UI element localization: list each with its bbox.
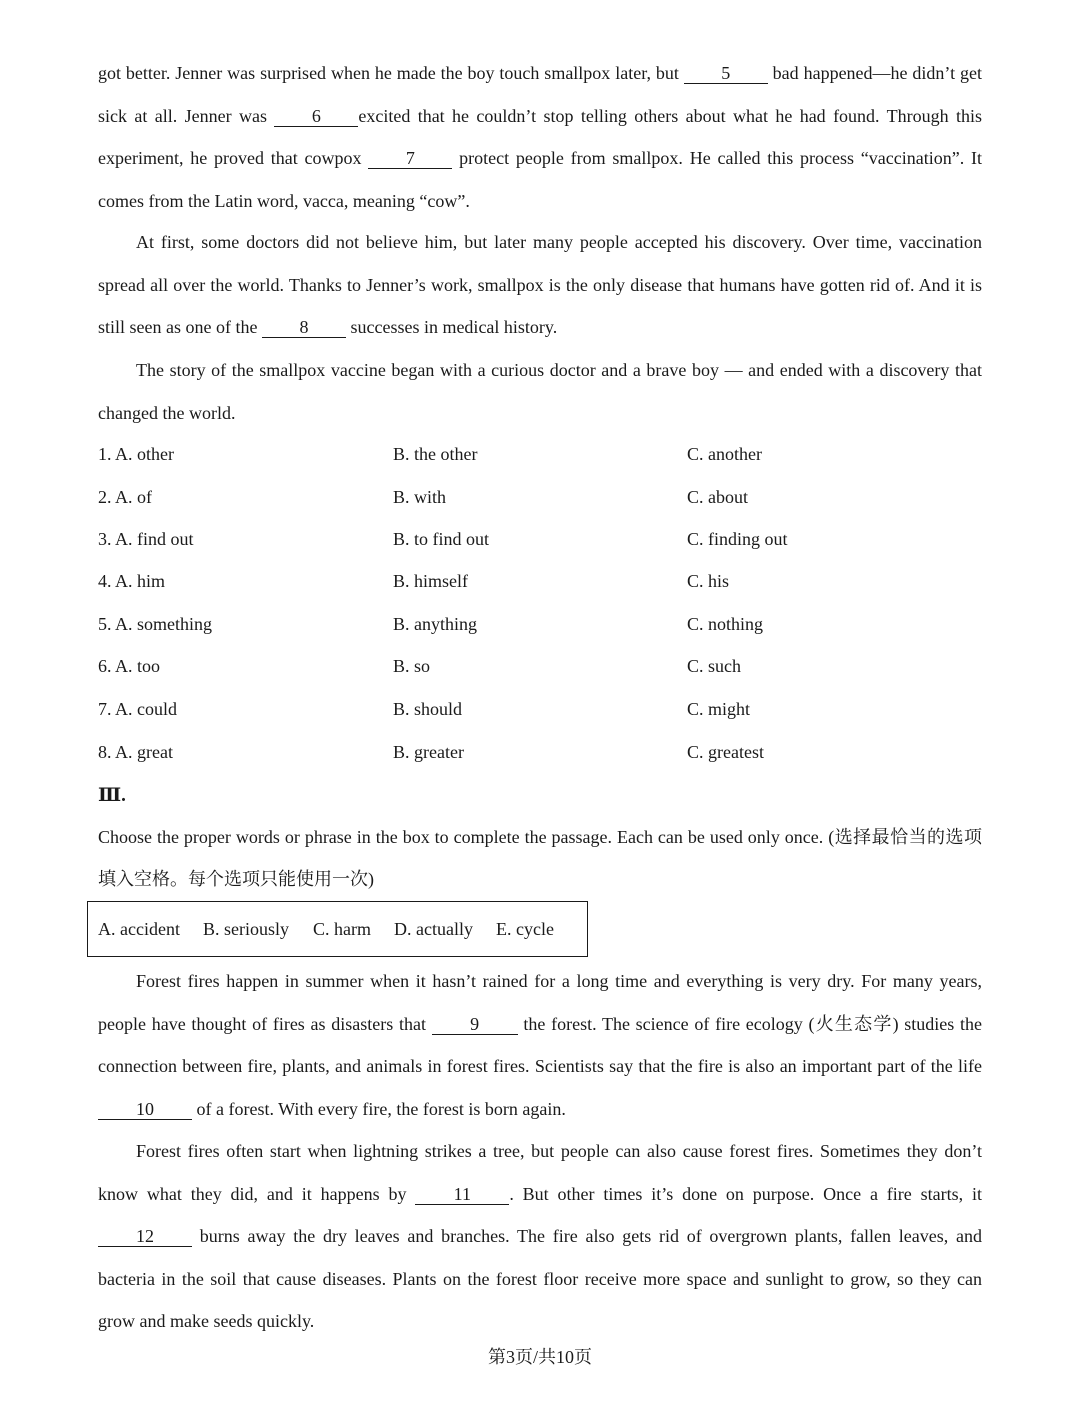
- word-box-item: E. cycle: [496, 919, 554, 939]
- option-a[interactable]: 4. A. him: [98, 571, 166, 591]
- option-a[interactable]: 8. A. great: [98, 742, 173, 762]
- option-a[interactable]: 7. A. could: [98, 699, 177, 719]
- option-c[interactable]: C. about: [687, 487, 748, 507]
- word-box-item: D. actually: [394, 919, 473, 939]
- passage2-paragraph2: Forest fires often start when lightning strikes a tree, but people can also cause forest fires. Sometimes they don’t know what they did, and it happens by 11 . But other times it’s done on purpose. Once a fire starts, it 12 burns away the dry leaves and branches. The fire also gets rid of overgrown plants, fallen leaves, and bacteria in the soil that cause diseases. Plants on the forest floor receive more space and sunlight to grow, so they can grow and make seeds quickly.: [98, 1141, 982, 1331]
- word-box: [87, 901, 588, 957]
- word-box-item: C. harm: [313, 919, 371, 939]
- blank-12[interactable]: 12: [98, 1226, 192, 1247]
- question-options-6: [98, 656, 982, 686]
- question-options-7: [98, 699, 982, 729]
- question-options-4: [98, 571, 982, 601]
- option-c[interactable]: C. nothing: [687, 614, 764, 634]
- option-a[interactable]: 6. A. too: [98, 656, 161, 676]
- passage1-paragraph1: got better. Jenner was surprised when he made the boy touch smallpox later, but 5 bad happened—he didn’t get sick at all. Jenner was 6 excited that he couldn’t stop telling others about what he had found. Through this experiment, he proved that cowpox 7 protect people from smallpox. He called this process “vaccination”. It comes from the Latin word, vacca, meaning “cow”.: [98, 63, 982, 211]
- section-instruction: Choose the proper words or phrase in the box to complete the passage. Each can be used only once. (选择最恰当的选项填入空格。每个选项只能使用一次): [98, 827, 982, 889]
- option-a[interactable]: 3. A. find out: [98, 529, 194, 549]
- option-b[interactable]: B. should: [393, 699, 463, 719]
- option-b[interactable]: B. the other: [393, 444, 478, 464]
- question-options-1: [98, 444, 982, 474]
- option-b[interactable]: B. with: [393, 487, 447, 507]
- question-options-5: [98, 614, 982, 644]
- option-b[interactable]: B. greater: [393, 742, 464, 762]
- option-b[interactable]: B. anything: [393, 614, 477, 634]
- option-c[interactable]: C. another: [687, 444, 762, 464]
- blank-8[interactable]: 8: [262, 317, 346, 338]
- passage1-paragraph2: At first, some doctors did not believe him, but later many people accepted his discovery. Over time, vaccination spread all over the world. Thanks to Jenner’s work, smallpox is the only disease that humans have gotten rid of. And it is still seen as one of the 8 successes in medical history.: [98, 232, 982, 337]
- option-c[interactable]: C. finding out: [687, 529, 788, 549]
- passage2-paragraph1: Forest fires happen in summer when it hasn’t rained for a long time and everything is very dry. For many years, people have thought of fires as disasters that 9 the forest. The science of fire ecology (火生态学) studies the connection between fire, plants, and animals in forest fires. Scientists say that the fire is also an important part of the life 10 of a forest. With every fire, the forest is born again.: [98, 971, 982, 1119]
- option-b[interactable]: B. himself: [393, 571, 468, 591]
- question-options-3: [98, 529, 982, 559]
- option-c[interactable]: C. greatest: [687, 742, 764, 762]
- blank-9[interactable]: 9: [432, 1014, 518, 1035]
- option-a[interactable]: 5. A. something: [98, 614, 213, 634]
- section-heading: Ⅲ.: [98, 785, 126, 806]
- blank-7[interactable]: 7: [368, 148, 452, 169]
- page-footer: 第3页/共10页: [487, 1347, 592, 1367]
- option-c[interactable]: C. might: [687, 699, 751, 719]
- blank-10[interactable]: 10: [98, 1099, 192, 1120]
- question-options-8: [98, 742, 982, 772]
- blank-5[interactable]: 5: [684, 63, 768, 84]
- word-box-item: B. seriously: [203, 919, 290, 939]
- blank-11[interactable]: 11: [415, 1184, 509, 1205]
- option-b[interactable]: B. so: [393, 656, 431, 676]
- question-options-2: [98, 487, 982, 517]
- word-box-item: A. accident: [98, 919, 180, 939]
- option-c[interactable]: C. his: [687, 571, 730, 591]
- option-a[interactable]: 1. A. other: [98, 444, 174, 464]
- option-a[interactable]: 2. A. of: [98, 487, 152, 507]
- option-b[interactable]: B. to find out: [393, 529, 490, 549]
- passage1-paragraph3: The story of the smallpox vaccine began with a curious doctor and a brave boy — and ended with a discovery that changed the world.: [98, 360, 982, 423]
- blank-6[interactable]: 6: [274, 106, 358, 127]
- option-c[interactable]: C. such: [687, 656, 741, 676]
